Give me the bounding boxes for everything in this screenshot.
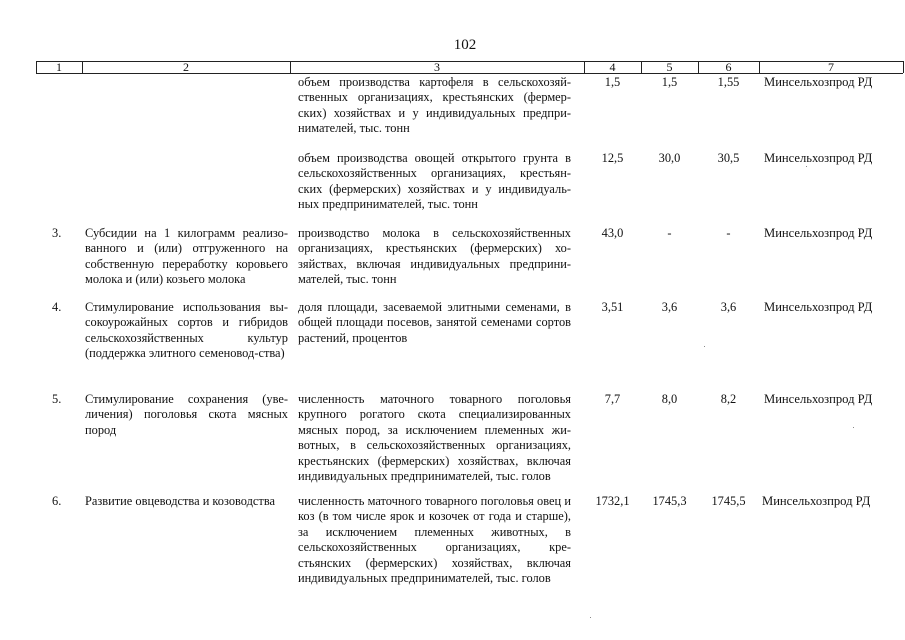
column-number-6: 6 xyxy=(725,60,732,74)
value-col-4: 7,7 xyxy=(604,392,621,406)
value-col-4: 12,5 xyxy=(601,151,624,165)
indicator-text: доля площади, засеваемой элитными семенами, в общей площади посевов, занятой семенами сортов растений, процентов xyxy=(298,300,571,345)
value-col-6: 1,55 xyxy=(717,75,740,89)
indicator-text: производство молока в сельскохозяйственных организациях, крестьянских (фермерских) хо-зяйствах, включая индивидуальных предприни-мателей, тыс. тонн xyxy=(298,226,571,287)
value-col-4: 1732,1 xyxy=(595,494,630,508)
indicator-text: объем производства овощей открытого грунта в сельскохозяйственных организациях, крестьян-ских (фермерских) хозяйствах и у индивидуаль-ных предпринимателей, тыс. тонн xyxy=(298,151,571,212)
measure-name: Субсидии на 1 килограмм реализо-ванного и (или) отгруженного на собственную переработку коровьего молока и (или) козьего молока xyxy=(85,226,288,287)
measure-name: Стимулирование сохранения (уве-личения) поголовья скота мясных пород xyxy=(85,392,288,437)
scan-speck xyxy=(704,346,705,347)
value-col-5: 1,5 xyxy=(661,75,678,89)
column-number-1: 1 xyxy=(56,60,62,74)
value-col-4: 1,5 xyxy=(604,75,621,89)
header-separator xyxy=(903,61,904,73)
column-number-7: 7 xyxy=(828,60,834,74)
responsible-org: Минсельхозпрод РД xyxy=(764,392,873,406)
column-number-4: 4 xyxy=(609,60,616,74)
scan-speck xyxy=(590,617,591,618)
measure-name: Развитие овцеводства и козоводства xyxy=(85,494,276,508)
column-number-3: 3 xyxy=(434,60,440,74)
indicator-text: объем производства картофеля в сельскохозяй-ственных организациях, крестьянских (фермер-ских) хозяйствах и у индивидуальных предпри-нимателей, тыс. тонн xyxy=(298,75,571,136)
value-col-6: - xyxy=(726,226,731,240)
responsible-org: Минсельхозпрод РД xyxy=(762,494,871,508)
value-col-4: 43,0 xyxy=(601,226,624,240)
row-number: 3. xyxy=(52,226,62,240)
value-col-5: 8,0 xyxy=(661,392,678,406)
value-col-5: - xyxy=(667,226,672,240)
page-number: 102 xyxy=(453,37,477,53)
value-col-6: 30,5 xyxy=(717,151,740,165)
value-col-6: 1745,5 xyxy=(711,494,746,508)
column-number-5: 5 xyxy=(666,60,673,74)
row-number: 6. xyxy=(52,494,62,508)
scan-speck xyxy=(806,166,807,167)
value-col-6: 3,6 xyxy=(720,300,737,314)
responsible-org: Минсельхозпрод РД xyxy=(764,226,873,240)
responsible-org: Минсельхозпрод РД xyxy=(764,151,873,165)
row-number: 4. xyxy=(52,300,62,314)
value-col-4: 3,51 xyxy=(601,300,624,314)
value-col-6: 8,2 xyxy=(720,392,737,406)
header-bottom-border xyxy=(36,73,903,74)
value-col-5: 1745,3 xyxy=(652,494,687,508)
value-col-5: 3,6 xyxy=(661,300,678,314)
responsible-org: Минсельхозпрод РД xyxy=(764,75,873,89)
scan-speck xyxy=(853,427,854,428)
row-number: 5. xyxy=(52,392,62,406)
responsible-org: Минсельхозпрод РД xyxy=(764,300,873,314)
indicator-text: численность маточного товарного поголовья овец и коз (в том числе ярок и козочек от года и старше), за исключением племенных животных, в сельскохозяйственных организациях, кре-стьянских (фермерских) хозяйствах, включая индивидуальных предпринимателей, тыс. голов xyxy=(298,494,571,586)
measure-name: Стимулирование использования вы-сокоурожайных сортов и гибридов сельскохозяйственных культур (поддержка элитного семеновод-ства) xyxy=(85,300,288,361)
column-number-2: 2 xyxy=(183,60,189,74)
value-col-5: 30,0 xyxy=(658,151,681,165)
indicator-text: численность маточного товарного поголовья крупного рогатого скота специализированных мясных пород, за исключением племенных жи-вотных, в сельскохозяйственных организациях, крестьянских (фермерских) хозяйствах, включая индивидуальных предпринимателей, тыс. голов xyxy=(298,392,571,484)
